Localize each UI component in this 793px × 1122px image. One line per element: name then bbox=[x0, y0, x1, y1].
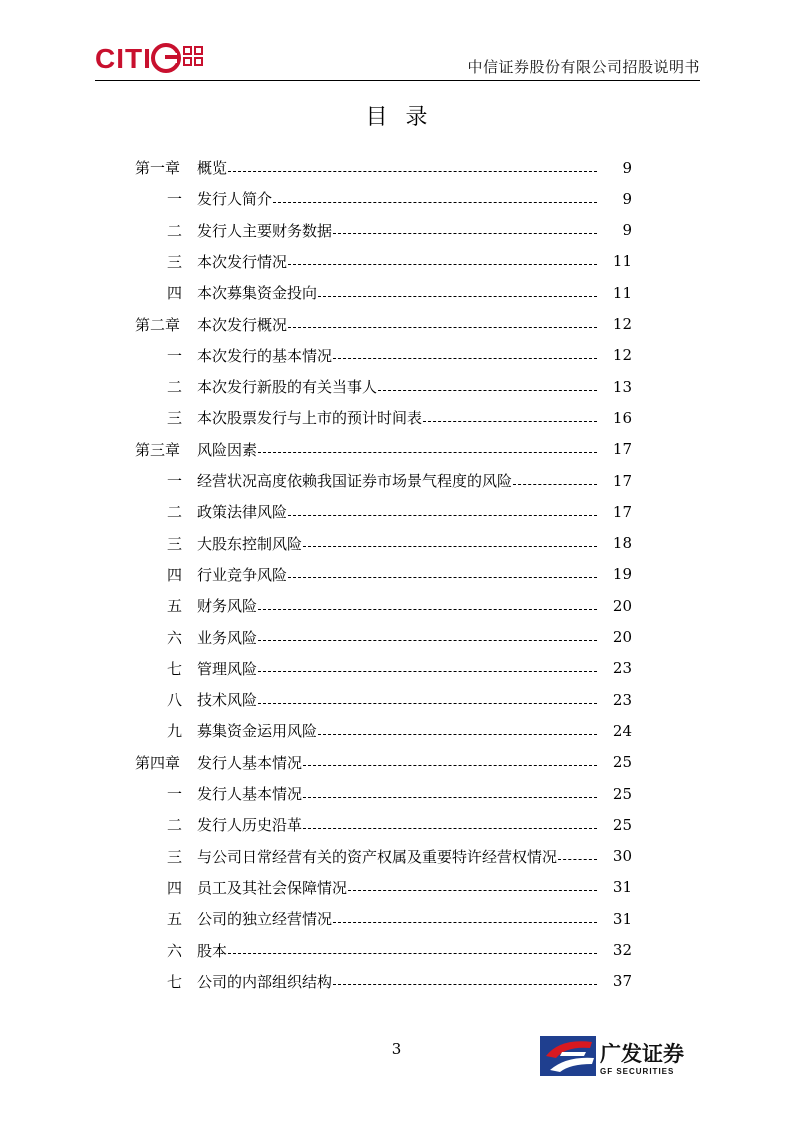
toc-chapter-row[interactable] bbox=[135, 152, 632, 183]
toc-entry-number bbox=[135, 908, 197, 929]
toc-entry-number bbox=[135, 376, 197, 397]
toc-entry-number bbox=[135, 940, 197, 961]
toc-entry-number-label: 三 bbox=[167, 847, 183, 866]
toc-section-row[interactable] bbox=[135, 622, 632, 653]
toc-entry-number bbox=[135, 783, 197, 804]
toc-entry-page: 32 bbox=[612, 941, 632, 959]
toc-entry-number bbox=[135, 345, 197, 366]
toc-leader-dashes bbox=[303, 797, 597, 798]
toc-entry-page: 9 bbox=[622, 221, 632, 240]
toc-entry-title: 行业竞争风险 bbox=[197, 565, 288, 584]
toc-entry-page: 25 bbox=[612, 784, 632, 803]
toc-entry-page: 11 bbox=[612, 252, 632, 271]
toc-entry-number-label: 四 bbox=[167, 565, 183, 584]
toc-entry-number bbox=[135, 188, 197, 209]
toc-leader-dashes bbox=[258, 671, 597, 672]
toc-entry-number-label: 七 bbox=[167, 972, 183, 991]
toc-section-row[interactable] bbox=[135, 371, 632, 402]
toc-entry-number bbox=[135, 564, 197, 585]
toc-section-row[interactable] bbox=[135, 966, 632, 997]
toc-entry-page: 19 bbox=[612, 565, 632, 584]
toc-section-row[interactable] bbox=[135, 183, 632, 214]
toc-section-row[interactable] bbox=[135, 496, 632, 527]
toc-entry-title: 公司的内部组织结构 bbox=[197, 972, 333, 991]
toc-leader-dashes bbox=[288, 264, 597, 265]
toc-leader-dashes bbox=[303, 765, 597, 766]
toc-entry-number bbox=[135, 971, 197, 992]
toc-chapter-row[interactable] bbox=[135, 747, 632, 778]
toc-entry-number-label: 四 bbox=[167, 284, 183, 303]
toc-entry-number-label: 八 bbox=[167, 691, 183, 710]
toc-entry-title: 风险因素 bbox=[197, 440, 258, 459]
toc-entry-number bbox=[135, 689, 197, 710]
toc-entry-number-label: 六 bbox=[167, 628, 183, 647]
toc-leader-dashes bbox=[288, 327, 597, 328]
toc-entry-number-label: 三 bbox=[167, 252, 183, 271]
toc-entry-page: 30 bbox=[612, 847, 632, 866]
gf-securities-logo bbox=[540, 1034, 700, 1078]
toc-section-row[interactable] bbox=[135, 872, 632, 903]
toc-leader-dashes bbox=[378, 390, 597, 391]
toc-entry-number bbox=[135, 501, 197, 522]
toc-entry-number-label: 五 bbox=[167, 910, 183, 929]
toc-entry-title: 经营状况高度依赖我国证券市场景气程度的风险 bbox=[197, 472, 513, 490]
toc-entry-number bbox=[135, 846, 197, 867]
toc-entry-page: 9 bbox=[622, 189, 632, 208]
toc-entry-number-label: 六 bbox=[167, 941, 183, 960]
toc-leader-dashes bbox=[558, 859, 597, 860]
toc-entry-title: 发行人基本情况 bbox=[197, 785, 303, 803]
toc-leader-dashes bbox=[258, 703, 597, 704]
toc-chapter-row[interactable] bbox=[135, 309, 632, 340]
toc-leader-dashes bbox=[318, 296, 597, 297]
toc-leader-dashes bbox=[303, 828, 597, 829]
toc-entry-number: 第四章 bbox=[135, 753, 181, 772]
toc-section-row[interactable] bbox=[135, 935, 632, 966]
toc-entry-number bbox=[135, 407, 197, 428]
toc-entry-page: 24 bbox=[612, 721, 632, 740]
toc-entry-title: 大股东控制风险 bbox=[197, 534, 303, 553]
toc-entry-number-label: 二 bbox=[167, 221, 183, 240]
citic-logo-graphic bbox=[95, 38, 217, 78]
toc-entry-page: 25 bbox=[612, 815, 632, 834]
toc-entry-number: 第一章 bbox=[135, 159, 181, 177]
toc-entry-page: 16 bbox=[612, 408, 632, 427]
gf-logo-en: GF SECURITIES bbox=[600, 1067, 675, 1076]
toc-section-row[interactable] bbox=[135, 590, 632, 621]
toc-leader-dashes bbox=[318, 734, 597, 735]
toc-entry-page: 9 bbox=[622, 158, 632, 177]
toc-entry-title: 本次发行情况 bbox=[197, 252, 288, 271]
toc-entry-title: 财务风险 bbox=[197, 597, 258, 616]
toc-entry-title: 股本 bbox=[197, 941, 228, 960]
toc-entry-title: 本次募集资金投向 bbox=[197, 284, 318, 303]
toc-leader-dashes bbox=[288, 515, 597, 516]
toc-entry-title: 发行人历史沿革 bbox=[197, 816, 303, 835]
toc-entry-title: 概览 bbox=[197, 159, 228, 177]
gf-logo-graphic bbox=[540, 1034, 700, 1078]
toc-entry-number bbox=[135, 220, 197, 241]
toc-entry-number bbox=[135, 470, 197, 491]
toc-entry-title: 发行人简介 bbox=[197, 190, 273, 209]
toc-entry-title: 募集资金运用风险 bbox=[197, 722, 318, 741]
toc-entry-number bbox=[135, 720, 197, 741]
toc-entry-page: 20 bbox=[612, 596, 632, 615]
toc-leader-dashes bbox=[513, 484, 597, 485]
toc-entry-number-label: 二 bbox=[167, 378, 183, 397]
toc-entry-page: 12 bbox=[612, 315, 632, 333]
toc-entry-number-label: 一 bbox=[167, 472, 183, 490]
toc-entry-number bbox=[135, 814, 197, 835]
toc-entry-title: 本次发行概况 bbox=[197, 315, 288, 334]
toc-leader-dashes bbox=[333, 922, 597, 923]
toc-section-row[interactable] bbox=[135, 215, 632, 246]
toc-entry-number-label: 一 bbox=[167, 346, 183, 365]
toc-leader-dashes bbox=[258, 640, 597, 641]
toc-leader-dashes bbox=[333, 233, 597, 234]
toc-entry-number-label: 一 bbox=[167, 785, 183, 803]
toc-entry-title: 政策法律风险 bbox=[197, 503, 288, 522]
toc-section-row[interactable] bbox=[135, 903, 632, 934]
toc-entry-page: 17 bbox=[612, 502, 632, 521]
toc-entry-number bbox=[135, 282, 197, 303]
toc-entry-number bbox=[135, 251, 197, 272]
toc-title: 目录 bbox=[365, 105, 446, 130]
toc-entry-page: 17 bbox=[612, 471, 632, 490]
toc-entry-number bbox=[135, 533, 197, 554]
toc-entry-title: 管理风险 bbox=[197, 659, 258, 678]
toc-entry-title: 技术风险 bbox=[197, 691, 258, 710]
toc-entry-number-label: 二 bbox=[167, 503, 183, 522]
toc-entry-title: 业务风险 bbox=[197, 628, 258, 647]
toc-entry-page: 17 bbox=[612, 440, 632, 459]
toc-section-row[interactable] bbox=[135, 465, 632, 496]
toc-entry-title: 员工及其社会保障情况 bbox=[197, 878, 348, 897]
toc-section-row[interactable] bbox=[135, 340, 632, 371]
toc-section-row[interactable] bbox=[135, 841, 632, 872]
toc-entry-title: 本次发行新股的有关当事人 bbox=[197, 378, 378, 397]
toc-entry-page: 23 bbox=[612, 659, 632, 678]
toc-leader-dashes bbox=[348, 890, 597, 891]
toc-entry-number-label: 七 bbox=[167, 659, 183, 678]
toc-entry-number-label: 五 bbox=[167, 597, 183, 616]
toc-entry-page: 18 bbox=[612, 534, 632, 553]
toc-entry-page: 11 bbox=[612, 283, 632, 302]
toc-section-row[interactable] bbox=[135, 653, 632, 684]
toc-leader-dashes bbox=[333, 984, 597, 985]
toc-entry-title: 公司的独立经营情况 bbox=[197, 910, 333, 929]
toc-entry-page: 31 bbox=[612, 909, 632, 928]
toc-entry-number bbox=[135, 658, 197, 679]
toc-chapter-row[interactable] bbox=[135, 434, 632, 465]
toc-entry-title: 发行人基本情况 bbox=[197, 753, 303, 772]
toc-entry-page: 31 bbox=[612, 878, 632, 897]
toc-entry-number-label: 三 bbox=[167, 409, 183, 428]
document-title: 中信证券股份有限公司招股说明书 bbox=[467, 58, 700, 76]
page-number: 3 bbox=[391, 1040, 402, 1058]
toc-entry-number: 第三章 bbox=[135, 440, 181, 459]
toc-section-row[interactable] bbox=[135, 684, 632, 715]
toc-leader-dashes bbox=[228, 171, 597, 172]
toc-entry-page: 37 bbox=[612, 972, 632, 991]
toc-entry-number-label: 四 bbox=[167, 878, 183, 897]
toc-entry-number bbox=[135, 877, 197, 898]
toc-section-row[interactable] bbox=[135, 402, 632, 433]
toc-leader-dashes bbox=[228, 953, 597, 954]
gf-logo-cn: 广发证券 bbox=[600, 1042, 684, 1066]
header-divider bbox=[95, 80, 700, 81]
toc-leader-dashes bbox=[423, 421, 597, 422]
toc-entry-number-label: 九 bbox=[167, 722, 183, 741]
toc-section-row[interactable] bbox=[135, 246, 632, 277]
toc-entry-page: 12 bbox=[612, 346, 632, 365]
citic-logo-text: CITI bbox=[95, 43, 152, 74]
toc-leader-dashes bbox=[258, 452, 597, 453]
toc-entry-page: 23 bbox=[612, 690, 632, 709]
toc-leader-dashes bbox=[303, 546, 597, 547]
toc-entry-page: 25 bbox=[612, 753, 632, 772]
toc-entry-number bbox=[135, 627, 197, 648]
toc-entry-number-label: 一 bbox=[167, 190, 183, 209]
toc-leader-dashes bbox=[288, 577, 597, 578]
toc-entry-title: 本次发行的基本情况 bbox=[197, 346, 333, 365]
toc-section-row[interactable] bbox=[135, 715, 632, 746]
toc-entry-number bbox=[135, 595, 197, 616]
toc-leader-dashes bbox=[273, 202, 597, 203]
toc-leader-dashes bbox=[333, 358, 597, 359]
toc-section-row[interactable] bbox=[135, 528, 632, 559]
toc-section-row[interactable] bbox=[135, 559, 632, 590]
toc-entry-page: 13 bbox=[612, 377, 632, 396]
toc-entry-number-label: 三 bbox=[167, 534, 183, 553]
toc-section-row[interactable] bbox=[135, 809, 632, 840]
toc-section-row[interactable] bbox=[135, 778, 632, 809]
page-header bbox=[95, 36, 700, 82]
toc-entry-title: 发行人主要财务数据 bbox=[197, 221, 333, 240]
toc-leader-dashes bbox=[258, 609, 597, 610]
citic-logo bbox=[95, 38, 217, 78]
toc-entry-title: 与公司日常经营有关的资产权属及重要特许经营权情况 bbox=[197, 847, 558, 866]
toc-entry-number-label: 二 bbox=[167, 816, 183, 835]
toc-section-row[interactable] bbox=[135, 277, 632, 308]
toc-entry-page: 20 bbox=[612, 628, 632, 646]
toc-entry-number: 第二章 bbox=[135, 315, 181, 334]
toc-entry-title: 本次股票发行与上市的预计时间表 bbox=[197, 409, 423, 428]
